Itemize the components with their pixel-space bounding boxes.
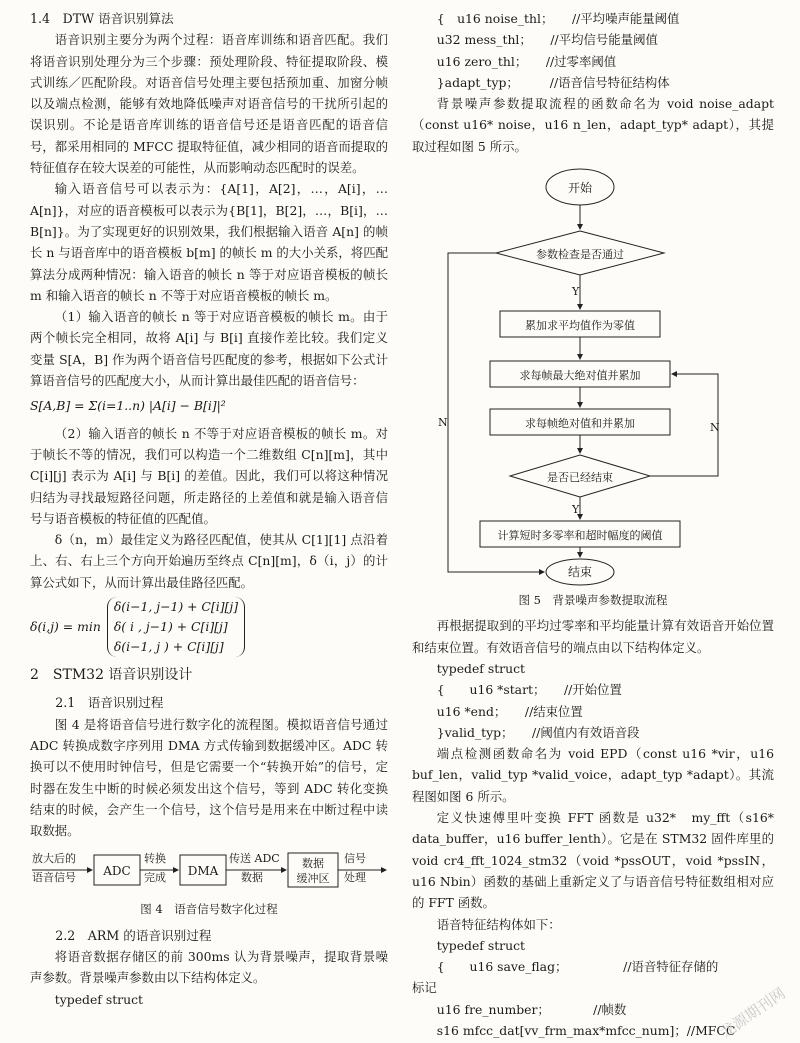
section-1-4-heading: 1.4 DTW 语音识别算法	[30, 11, 174, 26]
fig4-output-label: 处理	[344, 871, 366, 885]
flow-step-label: 求每帧绝对值和并累加	[525, 417, 635, 431]
code-line: { u16 save_flag； //语音特征存储的	[436, 959, 719, 975]
formula-case: δ( i , j−1) + C[i][j]	[113, 619, 228, 635]
formula-dtw-cases	[107, 597, 245, 657]
fig4-send-label: 数据	[241, 871, 263, 885]
flow-no-label: N	[438, 416, 448, 430]
fig4-input-label: 语音信号	[32, 871, 76, 885]
fig4-send-label: 传送 ADC	[229, 852, 280, 866]
flow-step-label: 计算短时多零率和超时幅度的阈值	[497, 529, 663, 543]
figure-5-caption: 图 5 背景噪声参数提取流程	[518, 593, 668, 608]
code-line: { u16 *start； //开始位置	[436, 682, 622, 698]
flow-step-label: 求每帧最大绝对值并累加	[519, 369, 641, 383]
paragraph: （2）输入语音的帧长 n 不等于对应语音模板的帧长 m。对于帧长不等的情况，我们可以构造一个二维数组 C[n][m]，其中 C[i][j] 表示为 A[i] 与 B[i] 的差值。因此，我们可以将这种情况归结为寻找最短路径问题，所走路径的上差值和就是输入语音信号与语音模板的特征值的匹配值。	[30, 425, 388, 526]
figure-5-flowchart	[412, 161, 774, 586]
code-line: u16 zero_thl； //过零率阈值	[436, 53, 617, 69]
code-line: u16 *end； //结束位置	[436, 703, 583, 719]
paragraph: 再根据提取到的平均过零率和平均能量计算有效语音开始位置和结束位置。有效语音信号的端点由以下结构体定义。	[412, 618, 774, 655]
fig4-conv-label: 完成	[144, 871, 166, 885]
code-line: }valid_typ； //阈值内有效语音段	[436, 724, 640, 740]
paragraph: 输入语音信号可以表示为：{A[1]，A[2]，…，A[i]，…A[n]}，对应的语音模板可以表示为{B[1]，B[2]，…，B[i]，…B[n]}。为了实现更好的识别效果，我们根据输入语音 A[n] 的帧长 n 与语音库中的语音模板 b[m] 的帧长 m 的大小关系，将匹配算法分成两种情况：输入语音的帧长 n 等于对应语音模板的帧长 m 和输入语音的帧长 n 不等于对应语音模板的帧长 m。	[30, 181, 388, 303]
flow-step-label: 累加求平均值作为零值	[525, 319, 635, 333]
paragraph: 将语音数据存储区的前 300ms 认为背景噪声，提取背景噪声参数。背景噪声参数由以下结构体定义。	[30, 948, 388, 986]
flow-end-label: 结束	[567, 565, 593, 580]
fig4-buffer-label: 缓冲区	[296, 872, 330, 886]
fig4-buffer-label: 数据	[302, 857, 324, 871]
fig4-input-label: 放大后的	[32, 852, 76, 866]
paragraph: 语音识别主要分为两个过程：语音库训练和语音匹配。我们将语音识别处理分为三个步骤：预处理阶段、特征提取阶段、模式训练／匹配阶段。对语音信号处理主要包括预加重、加窗分帧以及端点检测，能够有效地降低噪声对语音信号的干扰所引起的误识别。不论是语音库训练的语音信号还是语音匹配的语音信号，都采用相同的 MFCC 提取特征值，减少相同的语音而提取的特征值存在较大误差的可能性，从而影响动态匹配时的误差。	[30, 32, 388, 176]
code-line: typedef struct	[436, 660, 525, 676]
paragraph: δ（n，m）最佳定义为路径匹配值，使其从 C[1][1] 点沿着上、右、右上三个方向开始遍历至终点 C[n][m]，δ（i，j）的计算公式如下，从而计算出最佳路径匹配。	[30, 532, 388, 590]
watermark: 龙源期刊网	[716, 984, 789, 1042]
code-line: s16 mfcc_dat[vv_frm_max*mfcc_num]；//MFCC	[436, 1023, 736, 1039]
paragraph: 背景噪声参数提取流程的函数命名为 void noise_adapt（const u16* noise，u16 n_len，adapt_typ* adapt），其提取过程如图 5 所示。	[412, 96, 774, 154]
fig4-conv-label: 转换	[144, 852, 166, 866]
code-line: u16 fre_number； //帧数	[436, 1001, 627, 1017]
formula-case: δ(i−1, j ) + C[i][j]	[113, 639, 224, 655]
formula-case: δ(i−1, j−1) + C[i][j]	[113, 599, 239, 615]
flow-yes-label: Y	[572, 503, 580, 517]
flow-start-label: 开始	[567, 181, 593, 196]
figure-4-caption: 图 4 语音信号数字化过程	[140, 902, 278, 917]
fig4-output-label: 信号	[344, 852, 366, 866]
code-line: u32 mess_thl； //平均信号能量阈值	[436, 32, 658, 48]
figure-4-diagram	[30, 845, 388, 895]
paragraph: 端点检测函数命名为 void EPD（const u16 *vir，u16 buf_len，valid_typ *valid_voice，adapt_typ *adapt）。其流程图如图 6 所示。	[412, 746, 774, 804]
code-line: }adapt_typ； //语音信号特征结构体	[436, 74, 670, 90]
paragraph: （1）输入语音的帧长 n 等于对应语音模板的帧长 m。由于两个帧长完全相同，故将 A[i] 与 B[i] 直接作差比较。我们定义变量 S[A，B] 作为两个语音信号匹配度的参考，根据如下公式计算语音信号的匹配度大小，从而计算出最佳匹配的语音信号：	[30, 309, 388, 389]
flow-decide-label: 是否已经结束	[547, 471, 613, 485]
code-line: typedef struct	[54, 991, 143, 1007]
fig4-adc-label: ADC	[103, 864, 131, 879]
fig4-dma-label: DMA	[187, 864, 219, 879]
section-2-2-heading: 2.2 ARM 的语音识别过程	[55, 927, 212, 943]
right-column	[412, 8, 774, 1041]
paragraph: 标记	[412, 980, 437, 996]
paragraph: 图 4 是将语音信号进行数字化的流程图。模拟语音信号通过 ADC 转换成数字序列用 DMA 方式传输到数据缓冲区。ADC 转换可以不使用时钟信号，但是它需要一个“转换开始”的信号，定时器在发生中断的时候必须发出这个信号，等到 ADC 转化变换结束的时候，会产生一个信号，这个信号是用来在中断过程中读取数据。	[30, 716, 388, 839]
section-2-heading: 2 STM32 语音识别设计	[30, 667, 193, 684]
formula-dtw	[30, 597, 388, 657]
section-2-1-heading: 2.1 语音识别过程	[55, 695, 164, 711]
paragraph: 定义快速傅里叶变换 FFT 函数是 u32* my_fft（s16* data_buffer，u16 buffer_lenth）。它是在 STM32 固件库里的 void cr4_fft_1024_stm32（void *pssOUT，void *pssIN，u16 Nbin）函数的基础上重新定义了与语音信号特征数组相对应的 FFT 函数。	[412, 810, 774, 911]
code-line: { u16 noise_thl； //平均噪声能量阈值	[436, 11, 680, 26]
formula-match-score: S[A,B] = Σ(i=1..n) |A[i] − B[i]|²	[30, 398, 226, 414]
left-column	[30, 8, 388, 1010]
flow-yes-label: Y	[572, 285, 580, 299]
code-line: typedef struct	[436, 937, 525, 953]
flow-no-label: N	[710, 421, 720, 435]
code-line: 语音特征结构体如下：	[436, 916, 561, 932]
formula-dtw-lhs: δ(i,j) = min	[30, 619, 101, 635]
flow-check-label: 参数检查是否通过	[536, 248, 624, 262]
